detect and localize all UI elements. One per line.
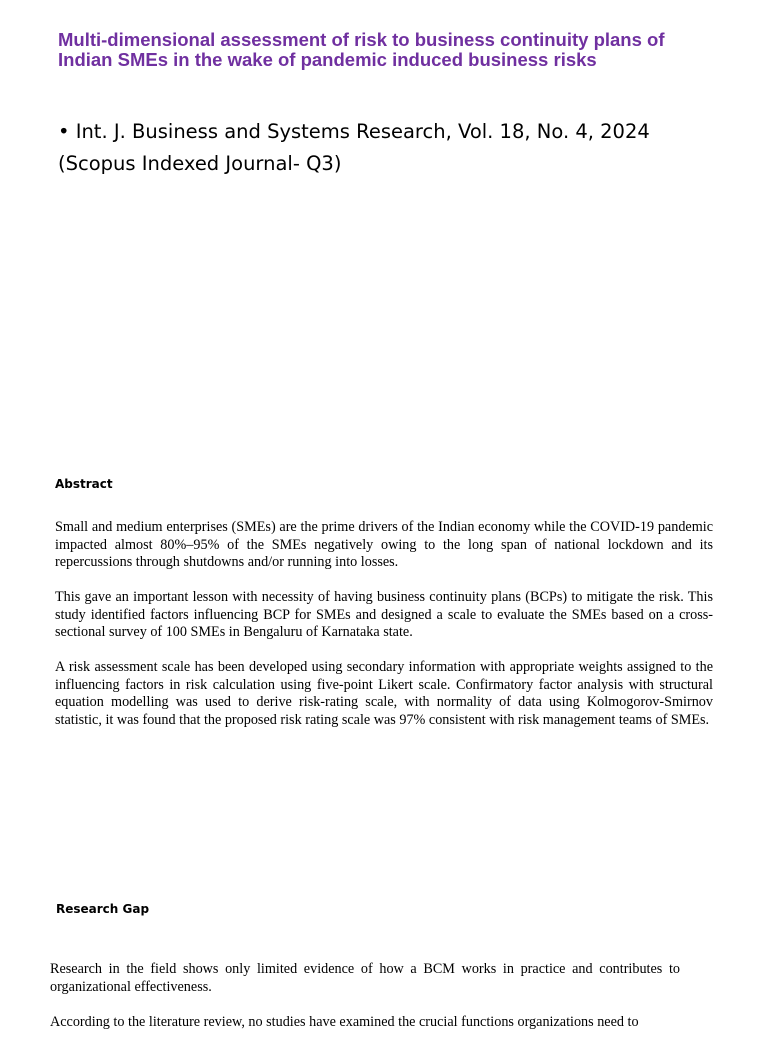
page-title: Multi-dimensional assessment of risk to business continuity plans of Indian SMEs in the wake of pandemic induced business risks — [58, 29, 665, 70]
abstract-paragraph: Small and medium enterprises (SMEs) are the prime drivers of the Indian economy while the COVID-19 pandemic impacted almost 80%–95% of the SMEs negatively owing to the long span of national lockdown and its repercussions through shutdowns and/or running into losses. — [55, 519, 713, 570]
research-gap-paragraph: According to the literature review, no studies have examined the crucial functions organizations need to — [50, 1013, 639, 1030]
abstract-paragraph: A risk assessment scale has been developed using secondary information with appropriate weights assigned to the influencing factors in risk calculation using five-point Likert scale. Confirmatory factor analysis with structural equation modelling was used to derive risk-rating scale, with normality of data using Kolmogorov-Smirnov statistic, it was found that the proposed risk rating scale was 97% consistent with risk management teams of SMEs. — [55, 659, 713, 728]
research-gap-paragraph: Research in the field shows only limited evidence of how a BCM works in practice and contributes to organizational effectiveness. — [50, 961, 680, 995]
research-gap-body — [50, 961, 680, 1049]
research-gap-heading: Research Gap — [56, 902, 150, 916]
journal-info — [58, 116, 738, 180]
journal-citation: • Int. J. Business and Systems Research, Vol. 18, No. 4, 2024 — [58, 120, 650, 143]
abstract-heading: Abstract — [55, 477, 113, 491]
abstract-body — [55, 519, 713, 747]
abstract-paragraph: This gave an important lesson with necessity of having business continuity plans (BCPs) to mitigate the risk. This study identified factors influencing BCP for SMEs and designed a scale to evaluate the SMEs based on a cross-sectional survey of 100 SMEs in Bengaluru of Karnataka state. — [55, 589, 713, 640]
journal-indexing: (Scopus Indexed Journal- Q3) — [58, 152, 342, 175]
